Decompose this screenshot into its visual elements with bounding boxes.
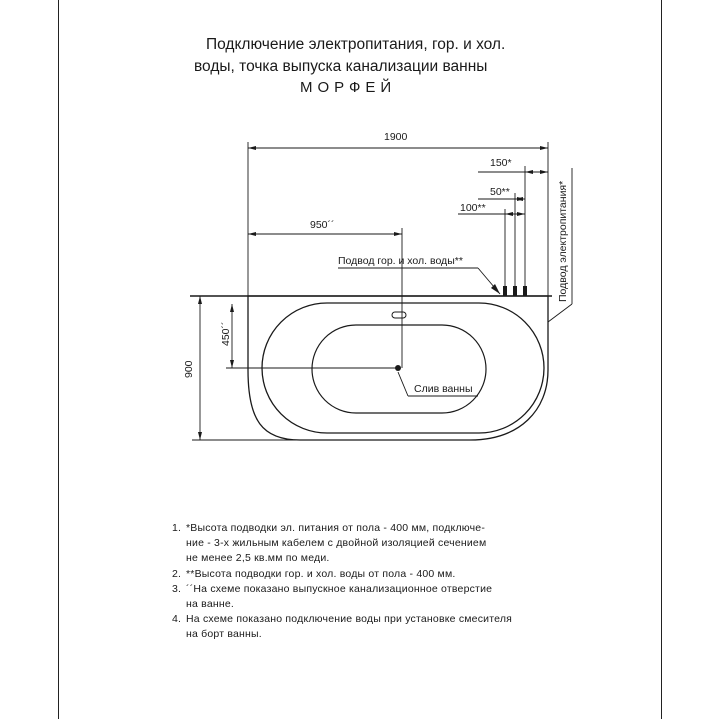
label-drain: Слив ванны xyxy=(414,383,473,395)
note-text xyxy=(186,521,632,567)
water-outlet-hot xyxy=(503,286,507,296)
note-number: 3. xyxy=(172,582,182,595)
note-number: 2. xyxy=(172,567,182,580)
notes-list xyxy=(172,521,632,643)
note-line: на борт ванны. xyxy=(186,628,262,641)
dim-overall-width: 1900 xyxy=(384,131,408,143)
water-outlet-cold xyxy=(513,286,517,296)
note-item xyxy=(172,582,632,612)
dim-overall-depth: 900 xyxy=(183,360,195,378)
label-power-supply: Подвод электропитания* xyxy=(557,180,569,302)
note-line: На схеме показано подключение воды при установке смесителя xyxy=(186,613,513,626)
title-model-name: МОРФЕЙ xyxy=(300,79,397,96)
note-line: ´´На схеме показано выпускное канализационное отверстие xyxy=(186,582,493,595)
dim-water-offset-b: 100** xyxy=(460,202,486,214)
dim-drain-offset: 950´´ xyxy=(310,219,335,231)
label-water-supply: Подвод гор. и хол. воды** xyxy=(338,255,463,267)
note-item xyxy=(172,612,632,642)
note-line: ние - 3-х жильным кабелем с двойной изоляцией сечением xyxy=(186,537,487,550)
note-line: **Высота подводки гор. и хол. воды от пола - 400 мм. xyxy=(186,567,456,580)
note-item xyxy=(172,567,632,582)
callout-labels xyxy=(338,181,569,395)
power-outlet xyxy=(523,286,527,296)
note-text xyxy=(186,582,632,612)
dim-drain-depth: 450´´ xyxy=(220,321,232,346)
title-line-1: Подключение электропитания, гор. и хол. xyxy=(206,36,506,53)
note-line: на ванне. xyxy=(186,598,235,611)
note-line: не менее 2,5 кв.мм по меди. xyxy=(186,552,330,565)
note-number: 1. xyxy=(172,522,182,534)
drain-hole-marker xyxy=(395,365,401,371)
note-text xyxy=(186,567,632,582)
dim-water-offset-a: 50** xyxy=(490,186,510,198)
note-item xyxy=(172,521,632,567)
title-line-2: воды, точка выпуска канализации ванны xyxy=(194,58,488,75)
note-number: 4. xyxy=(172,613,182,626)
note-text xyxy=(186,612,632,642)
note-line: *Высота подводки эл. питания от пола - 400 мм, подключе- xyxy=(186,522,486,534)
dim-power-offset: 150* xyxy=(490,157,512,169)
